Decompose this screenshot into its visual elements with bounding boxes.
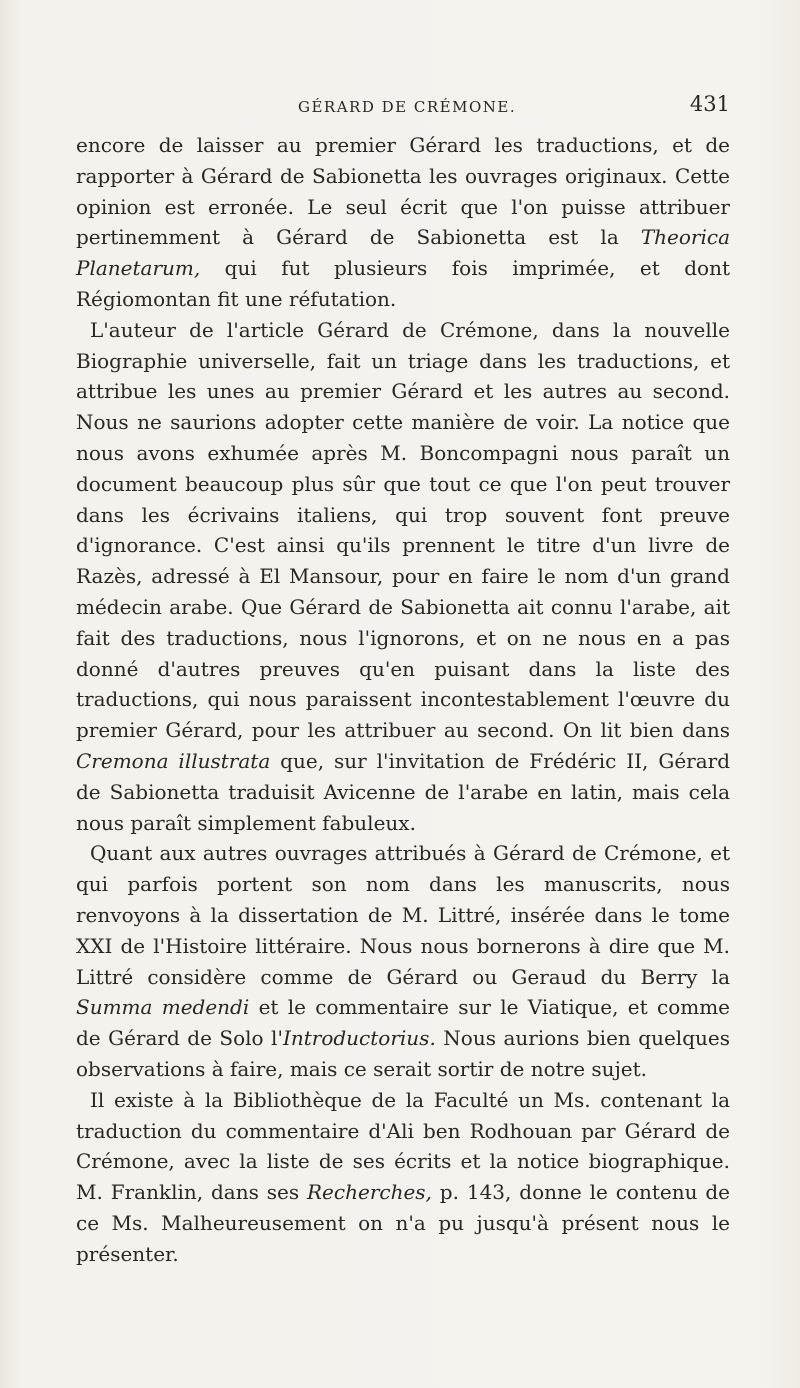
paragraph-4 <box>76 1085 730 1270</box>
running-title: GÉRARD DE CRÉMONE. <box>298 98 517 116</box>
italic-title: Recherches, <box>307 1180 432 1205</box>
text-span: qui fut plusieurs fois imprimée, et dont Régiomontan fit une réfutation. <box>76 256 730 311</box>
italic-title: Introductorius. <box>282 1026 436 1051</box>
italic-title: Theorica Planetarum, <box>76 225 730 281</box>
italic-title: Summa medendi <box>76 995 250 1020</box>
page-number: 431 <box>689 92 730 116</box>
page-header <box>76 92 730 122</box>
paragraph-1 <box>76 130 730 315</box>
body-text <box>76 130 730 1269</box>
text-span: Quant aux autres ouvrages attribués à Gérard de Crémone, et qui parfois portent son nom dans les manuscrits, nous renvoyons à la dissertation de M. Littré, insérée dans le tome XXI de l'Histoire littéraire. Nous nous bornerons à dire que M. Littré considère comme de Gérard ou Geraud du Berry la <box>76 841 730 989</box>
paragraph-3 <box>76 838 730 1084</box>
text-span: p. 143, donne le contenu de ce Ms. Malheureusement on n'a pu jusqu'à présent nous le présenter. <box>76 1180 730 1266</box>
paragraph-2 <box>76 315 730 839</box>
text-span: que, sur l'invitation de Frédéric II, Gérard de Sabionetta traduisit Avicenne de l'arabe en latin, mais cela nous paraît simplement fabuleux. <box>76 748 730 835</box>
text-span: Il existe à la Bibliothèque de la Faculté un Ms. contenant la traduction du commentaire d'Ali ben Rodhouan par Gérard de Crémone, avec la liste de ses écrits et la notice biographique. M. Franklin, dans ses <box>76 1087 730 1205</box>
text-span: Nous aurions bien quelques observations à faire, mais ce serait sortir de notre sujet. <box>76 1026 730 1081</box>
text-span: et le commentaire sur le Viatique, et comme de Gérard de Solo l' <box>76 995 730 1051</box>
text-span: encore de laisser au premier Gérard les traductions, et de rapporter à Gérard de Sabionetta les ouvrages originaux. Cette opinion est erronée. Le seul écrit que l'on puisse attribuer pertinemment à Gérard de Sabionetta est la <box>76 133 730 250</box>
text-span: L'auteur de l'article Gérard de Crémone, dans la nouvelle Biographie universelle, fait un triage dans les traductions, et attribue les unes au premier Gérard et les autres au second. Nous ne saurions adopter cette manière de voir. La notice que nous avons exhumée après M. Boncompagni nous paraît un document beaucoup plus sûr que tout ce que l'on peut trouver dans les écrivains italiens, qui trop souvent font preuve d'ignorance. C'est ainsi qu'ils prennent le titre d'un livre de Razès, adressé à El Mansour, pour en faire le nom d'un grand médecin arabe. Que Gérard de Sabionetta ait connu l'arabe, ait fait des traductions, nous l'ignorons, et on ne nous en a pas donné d'autres preuves qu'en puisant dans la liste des traductions, qui nous paraissent incontestablement l'œuvre du premier Gérard, pour les attribuer au second. On lit bien dans <box>76 317 730 743</box>
italic-title: Cremona illustrata <box>76 748 271 773</box>
